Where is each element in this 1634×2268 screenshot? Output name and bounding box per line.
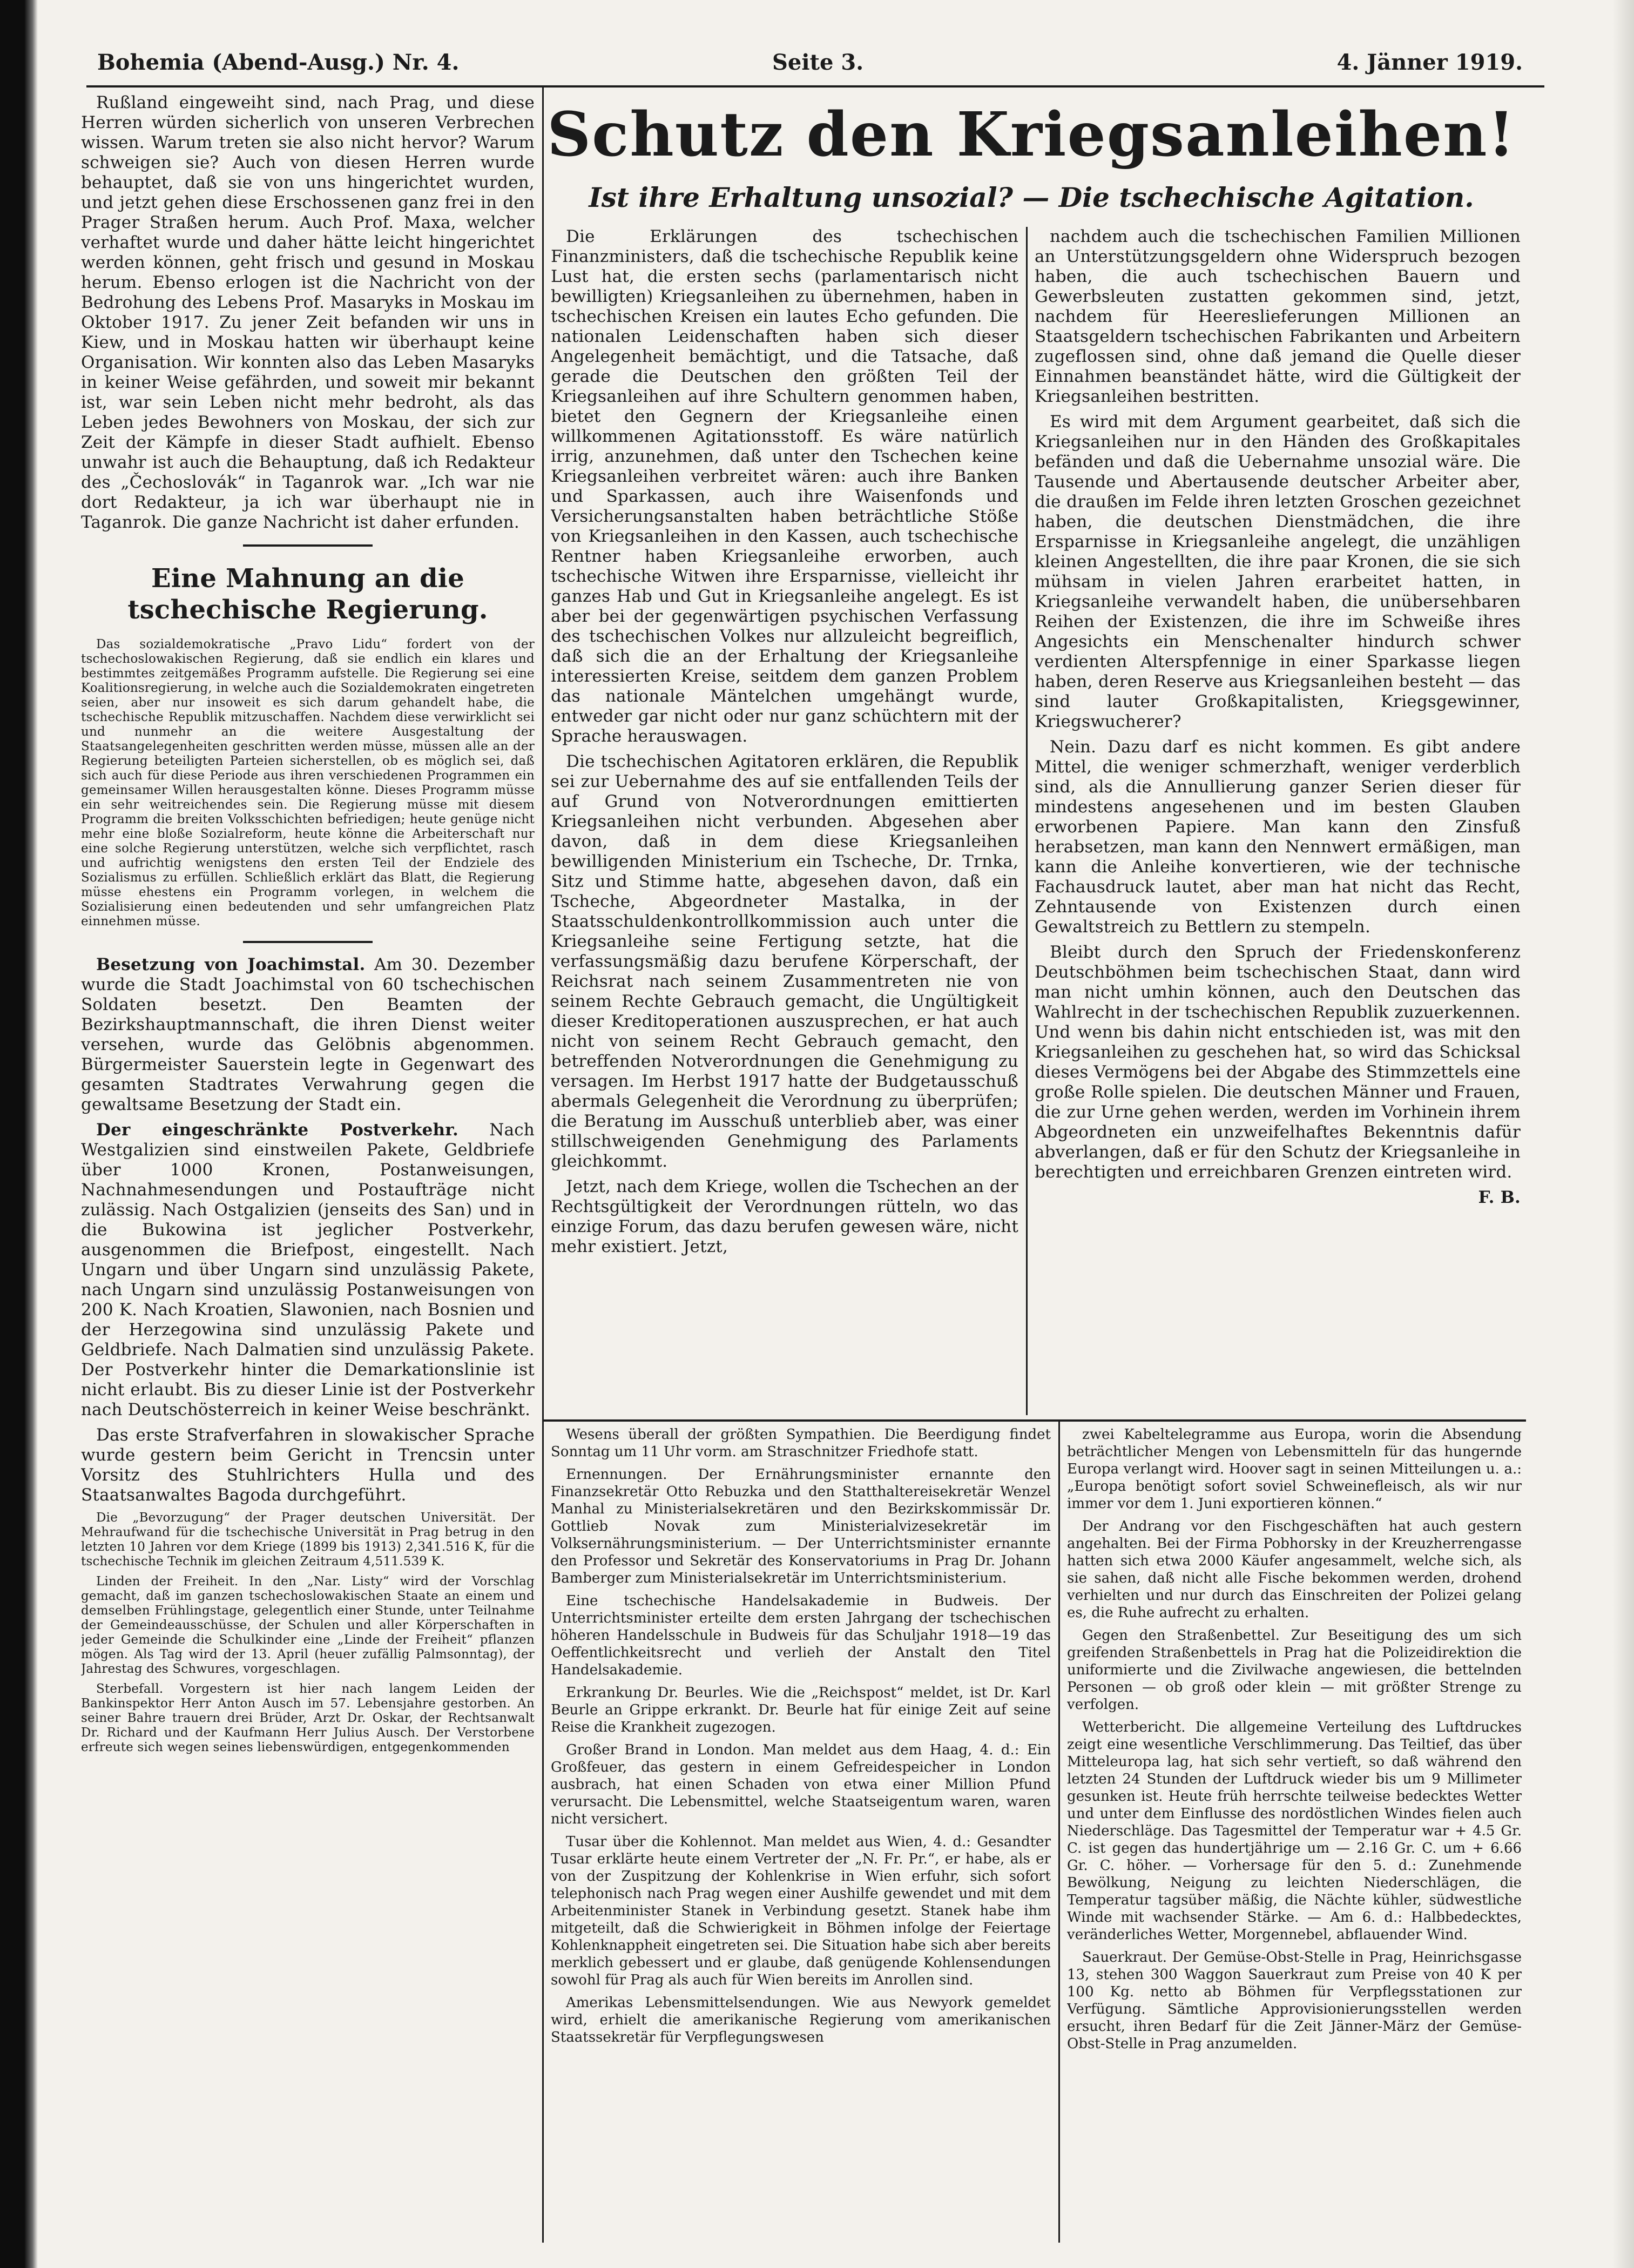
column-divider-lower <box>1058 1422 1060 2243</box>
mahnung-headline: Eine Mahnung an die tschechische Regierung. <box>127 563 488 625</box>
news-item: Gegen den Straßenbettel. Zur Beseitigung des um sich greifenden Straßenbettels in Prag hat die Polizeidirektion die uniformierte und die Zivilwache angewiesen, die bettelnden Personen — ob groß oder klein — mit größter Strenge zu verfolgen. <box>1067 1627 1522 1713</box>
news-item: Erkrankung Dr. Beurles. Wie die „Reichspost“ meldet, ist Dr. Karl Beurle an Grippe erkrankt. Dr. Beurle hat für einige Zeit auf seine Reise die Krankheit zugezogen. <box>551 1685 1051 1735</box>
article-column-1 <box>551 227 1018 1415</box>
news-item: Großer Brand in London. Man meldet aus dem Haag, 4. d.: Ein Großfeuer, das gestern in einem Gefreidespeicher in London ausbrach, hat einen Schaden von etwa einer Million Pfund verursacht. Die Lebensmittel, welche Staatseigentum waren, waren nicht versichert. <box>551 1742 1051 1827</box>
lower-middle-column <box>551 1426 1051 2242</box>
article-paragraph: Nein. Dazu darf es nicht kommen. Es gibt andere Mittel, die weniger schmerzhaft, weniger verderblich sind, als die Annullierung ganzer Serien dieser für mindestens angesehenen und im besten Glauben erworbenen Papiere. Man kann den Zinsfuß herabsetzen, man kann den Nennwert ermäßigen, man kann die Anleihe konvertieren, wie der technische Fachausdruck lautet, aber man hat nicht das Recht, Zehntausende von Existenzen durch einen Gewaltstreich zu Bettlern zu stempeln. <box>1035 737 1521 937</box>
article-paragraph: Bleibt durch den Spruch der Friedenskonferenz Deutschböhmen beim tschechischen Staat, dann wird man nicht umhin können, auch den Deutschen das Wahlrecht in der tschechischen Republik zuzuerkennen. Und wenn bis dahin nicht entschieden ist, was mit den Kriegsanleihen zu geschehen hat, so wird das Schicksal dieses Vermögens bei der Abgabe des Stimmzettels eine große Rolle spielen. Die deutschen Männer und Frauen, die zur Urne gehen werden, werden im Vorhinein ihrem Abgeordneten ein unzweifelhaftes Bekenntnis dafür abverlangen, daß er für den Schutz der Kriegsanleihe in berechtigten und erreichbaren Grenzen eintreten wird. <box>1035 943 1521 1182</box>
news-item: Tusar über die Kohlennot. Man meldet aus Wien, 4. d.: Gesandter Tusar erklärte heute einem Vertreter der „N. Fr. Pr.“, er habe, als er von der Zuspitzung der Kohlenkrise in Wien erfuhr, sich sofort telephonisch nach Prag wegen einer Aushilfe gewendet und mit dem Arbeitenminister Stanek in Verbindung gesetzt. Stanek habe ihm mitgeteilt, daß die Schwierigkeit in Böhmen infolge der Feiertage Kohlenknappheit eingetreten sei. Die Situation habe sich aber bereits merklich gebessert und er glaube, daß genügende Kohlensendungen sowohl für Prag als auch für Wien bereits im Anrollen sind. <box>551 1834 1051 1988</box>
page-header <box>97 50 1523 88</box>
mahnung-text: Das sozialdemokratische „Pravo Lidu“ fordert von der tschechoslowakischen Regierung, daß sie endlich ein klares und bestimmtes zeitgemäßes Programm aufstelle. Die Regierung sei eine Koalitionsregierung, in welche auch die Sozialdemokraten eingetreten seien, aber nur insoweit es sich darum gehandelt habe, die tschechische Republik mitzuschaffen. Nachdem diese verwirklicht sei und nunmehr an die weitere Ausgestaltung der Staatsangelegenheiten geschritten werden müsse, müssen alle an der Regierung beteiligten Parteien sicherstellen, ob es möglich sei, daß sich auch für diese Periode aus ihren verschiedenen Programmen ein gemeinsamer Willen herausgestalten könne. Dieses Programm müsse ein sehr weitreichendes sein. Die Regierung müsse mit diesem Programm die breiten Volksschichten befriedigen; heute genüge nicht mehr eine bloße Sozialreform, heute könne die Arbeiterschaft nur eine solche Regierung unterstützen, welche sich verpflichtet, rasch und aufrichtig wenigstens den ersten Teil der Endziele des Sozialismus zu erfüllen. Schließlich erklärt das Blatt, die Regierung müsse ehestens ein Programm vorlegen, in welchem die Sozialisierung einen bedeutenden und sehr umfangreichen Platz einnehmen müsse. <box>81 637 535 928</box>
article-paragraph: Es wird mit dem Argument gearbeitet, daß sich die Kriegsanleihen nur in den Händen des Großkapitales befänden und daß die Uebernahme unsozial wäre. Die Tausende und Abertausende deutscher Arbeiter aber, die draußen im Felde ihren letzten Groschen gezeichnet haben, die deutschen Dienstmädchen, die ihre Ersparnisse in Kriegsanleihe angelegt, die unzähligen kleinen Angestellten, die ihre paar Kronen, die sie sich mühsam in vielen Jahren erarbeitet hatten, in Kriegsanleihe verwandelt haben, die unübersehbaren Reihen der Existenzen, die ihre im Schweiße ihres Angesichts ein Menschenalter hindurch schwer verdienten Alterspfennige in einer Sparkasse liegen haben, deren Reserve aus Kriegsanleihen besteht — das sind lauter Großkapitalisten, Kriegsgewinner, Kriegswucherer? <box>1035 412 1521 731</box>
article-paragraph: Jetzt, nach dem Kriege, wollen die Tschechen an der Rechtsgültigkeit der Verordnungen rütteln, wo das einzige Forum, das dazu berufen gewesen wäre, nicht mehr existiert. Jetzt, <box>551 1177 1018 1256</box>
news-item: zwei Kabeltelegramme aus Europa, worin die Absendung beträchtlicher Mengen von Lebensmitteln für das hungernde Europa verlangt wird. Hoover sagt in seinen Mitteilungen u. a.: „Europa benötigt sofort soviel Schweinefleisch, als wir nur immer vor dem 1. Juni exportieren können.“ <box>1067 1426 1522 1512</box>
postverkehr-lead: Der eingeschränkte Postverkehr. <box>96 1120 458 1140</box>
divider <box>243 941 373 943</box>
divider <box>243 544 373 547</box>
joachimstal-lead: Besetzung von Joachimstal. <box>96 955 366 974</box>
article-headline: Schutz den Kriegsanleihen! <box>547 99 1516 170</box>
column-divider-main <box>1026 227 1028 1415</box>
article-paragraph: nachdem auch die tschechischen Familien Millionen an Unterstützungsgeldern ohne Widerspruch bezogen haben, die auch tschechischen Bauern und Gewerbsleuten zustatten gekommen sind, jetzt, nachdem für Heereslieferungen Millionen an Staatsgeldern tschechischen Fabrikanten und Arbeitern zugeflossen sind, ohne daß jemand die Quelle dieser Einnahmen beanständet hätte, wird die Gültigkeit der Kriegsanleihen bestritten. <box>1035 227 1521 406</box>
sterbefall-item: Sterbefall. Vorgestern ist hier nach langem Leiden der Bankinspektor Herr Anton Ausch im 57. Lebensjahre gestorben. An seiner Bahre trauern drei Brüder, Arzt Dr. Oskar, der Rechtsanwalt Dr. Richard und der Kaufmann Herr Julius Ausch. Der Verstorbene erfreute sich wegen seines liebenswürdigen, entgegenkommenden <box>81 1682 535 1754</box>
news-item: Der Andrang vor den Fischgeschäften hat auch gestern angehalten. Bei der Firma Pobhorsky in der Kreuzherrengasse hatten sich etwa 2000 Käufer angesammelt, welche sich, als sie sahen, daß nicht alle Fische bekommen werden, drohend verhielten und nur durch das Einschreiten der Polizei gelang es, die Ruhe aufrecht zu erhalten. <box>1067 1518 1522 1621</box>
linden-item: Linden der Freiheit. In den „Nar. Listy“ wird der Vorschlag gemacht, daß im ganzen tschechoslowakischen Staate an einem und demselben Frühlingstage, gelegentlich einer Stunde, unter Teilnahme der Gemeindeausschüsse, der Schulen und aller Körperschaften in jeder Gemeinde die Schulkinder eine „Linde der Freiheit“ pflanzen mögen. Als Tag wird der 13. April (heuer zufällig Palmsonntag), der Jahrestag des Schwures, vorgeschlagen. <box>81 1574 535 1676</box>
news-item: Wetterbericht. Die allgemeine Verteilung des Luftdruckes zeigt eine wesentliche Verschlimmerung. Das Teiltief, das über Mitteleuropa lag, hat sich sehr vertieft, so daß während den letzten 24 Stunden der Luftdruck wieder bis um 9 Millimeter gesunken ist. Heute früh herrschte teilweise bedecktes Wetter und unter dem Einflusse des nordöstlichen Windes fielen auch Niederschläge. Das Tagesmittel der Temperatur war + 4.5 Gr. C. ist gegen das hundertjährige um — 2.16 Gr. C. um + 6.66 Gr. C. höher. — Vorhersage für den 5. d.: Zunehmende Bewölkung, Neigung zu leichten Niederschlägen, die Temperatur tagsüber mäßig, die Nächte kühler, südwestliche Winde mit wachsender Stärke. — Am 6. d.: Halbbedecktes, veränderliches Wetter, Morgennebel, abflauender Wind. <box>1067 1719 1522 1943</box>
news-item: Wesens überall der größten Sympathien. Die Beerdigung findet Sonntag um 11 Uhr vorm. am Straschnitzer Friedhofe statt. <box>551 1426 1051 1460</box>
news-item: Amerikas Lebensmittelsendungen. Wie aus Newyork gemeldet wird, erhielt die amerikanische Regierung vom amerikanischen Staatssekretär für Verpflegungswesen <box>551 1995 1051 2045</box>
news-item: Ernennungen. Der Ernährungsminister ernannte den Finanzsekretär Otto Rebuzka und den Statthaltereisekretär Wenzel Manhal zu Ministerialsekretären und den Bezirkskommissär Dr. Gottlieb Novak zum Ministerialvizesekretär im Volksernährungsministerium. — Der Unterrichtsminister ernannte den Professor und Sekretär des Konservatoriums in Prag Dr. Johann Bamberger zum Ministerialsekretär im Unterrichtsministerium. <box>551 1466 1051 1586</box>
lower-right-column <box>1067 1426 1522 2242</box>
news-item: Sauerkraut. Der Gemüse-Obst-Stelle in Prag, Heinrichsgasse 13, stehen 300 Waggon Sauerkraut zum Preise von 40 K per 100 Kg. netto ab Böhmen für Verpflegsstationen zur Verfügung. Sämtliche Approvisionierungsstellen werden ersucht, ihren Bedarf für die Zeit Jänner-März der Gemüse-Obst-Stelle in Prag anzumelden. <box>1067 1949 1522 2052</box>
intro-paragraph: Rußland eingeweiht sind, nach Prag, und diese Herren würden sicherlich von unseren Verbrechen wissen. Warum treten sie also nicht hervor? Warum schweigen sie? Auch von diesen Herren wurde behauptet, daß sie von uns hingerichtet wurden, und jetzt gehen diese Erschossenen ganz frei in den Prager Straßen herum. Auch Prof. Maxa, welcher verhaftet wurde und daher hätte leicht hingerichtet werden können, geht frisch und gesund in Moskau herum. Ebenso erlogen ist die Nachricht von der Bedrohung des Lebens Prof. Masaryks in Moskau im Oktober 1917. Zu jener Zeit befanden wir uns in Kiew, und in Moskau hatten wir überhaupt keine Organisation. Wir konnten also das Leben Masaryks in keiner Weise gefährden, und soweit mir bekannt ist, war sein Leben nicht mehr bedroht, als das Leben jedes Bewohners von Moskau, der sich zur Zeit der Kämpfe in dieser Stadt aufhielt. Ebenso unwahr ist auch die Behauptung, daß ich Redakteur des „Čechoslovák“ in Taganrok war. „Ich war nie dort Redakteur, ja ich war überhaupt nie in Taganrok. Die ganze Nachricht ist daher erfunden. <box>81 93 535 532</box>
joachimstal-item <box>81 955 535 1115</box>
scan-edge-right <box>1612 0 1634 2268</box>
header-publication: Bohemia (Abend-Ausg.) Nr. 4. <box>97 50 460 75</box>
article-subheadline: Ist ihre Erhaltung unsozial? — Die tschechische Agitation. <box>589 181 1474 213</box>
left-column <box>81 93 535 2248</box>
scan-edge-left <box>0 0 38 2268</box>
article-column-2 <box>1035 227 1521 1415</box>
header-rule <box>86 85 1544 88</box>
column-divider-left <box>542 88 544 2243</box>
article-paragraph: Die tschechischen Agitatoren erklären, die Republik sei zur Uebernahme des auf sie entfallenden Teils der auf Grund von Notverordnungen emittierten Kriegsanleihen nicht verbunden. Abgesehen aber davon, daß in dem diese Kriegsanleihen bewilligenden Ministerium ein Tscheche, Dr. Trnka, Sitz und Stimme hatte, abgesehen davon, daß ein Tscheche, Abgeordneter Mastalka, in der Staatsschuldenkontrollkommission auch unter die Kriegsanleihe seine Fertigung setzte, hat die verfassungsmäßig dazu berufene Körperschaft, der Reichsrat nach seinem Zusammentreten nie von seinem Rechte Gebrauch gemacht, die Ungültigkeit dieser Kreditoperationen auszusprechen, er hat auch nicht von seinem Recht Gebrauch gemacht, den betreffenden Notverordnungen die Genehmigung zu versagen. Im Herbst 1917 hatte der Budgetausschuß abermals Gelegenheit die Verordnung zu überprüfen; die Beratung im Ausschuß unterblieb aber, was einer stillschweigenden Genehmigung des Parlaments gleichkommt. <box>551 752 1018 1171</box>
postverkehr-item <box>81 1120 535 1420</box>
article-paragraph: Die Erklärungen des tschechischen Finanzministers, daß die tschechische Republik keine Lust hat, die ersten sechs (parlamentarisch nicht bewilligten) Kriegsanleihen zu übernehmen, haben in tschechischen Kreisen ein lautes Echo gefunden. Die nationalen Leidenschaften haben sich dieser Angelegenheit bemächtigt, und die Tatsache, daß gerade die Deutschen den größten Teil der Kriegsanleihen auf ihre Schultern genommen haben, bietet den Gegnern der Kriegsanleihe einen willkommenen Agitationsstoff. Es wäre natürlich irrig, anzunehmen, daß unter den Tschechen keine Kriegsanleihen verbreitet wären: auch ihre Banken und Sparkassen, auch ihre Waisenfonds und Versicherungsanstalten haben beträchtliche Stöße von Kriegsanleihen in den Kassen, auch tschechische Rentner haben Kriegsanleihe erworben, auch tschechische Witwen ihre Ersparnisse, vielleicht ihr ganzes Hab und Gut in Kriegsanleihe angelegt. Es ist aber bei der gegenwärtigen psychischen Verfassung des tschechischen Volkes nur allzuleicht begreiflich, daß sich die an der Erhaltung der Kriegsanleihe interessierten Kreise, seitdem dem ganzen Problem das nationale Mäntelchen umgehängt wurde, entweder gar nicht oder nur ganz schüchtern mit der Sprache herauswagen. <box>551 227 1018 746</box>
strafverfahren-item: Das erste Strafverfahren in slowakischer Sprache wurde gestern beim Gericht in Trencsin unter Vorsitz des Stuhlrichters Hulla und des Staatsanwaltes Bagoda durchgeführt. <box>81 1425 535 1505</box>
universitaet-item: Die „Bevorzugung“ der Prager deutschen Universität. Der Mehraufwand für die tschechische Universität in Prag betrug in den letzten 10 Jahren vor dem Kriege (1899 bis 1913) 2,341.516 K, für die tschechische Technik im gleichen Zeitraum 4,511.539 K. <box>81 1511 535 1569</box>
article-signature: F. B. <box>1478 1188 1521 1207</box>
lower-section-rule <box>543 1419 1526 1422</box>
header-date: 4. Jänner 1919. <box>1336 50 1523 75</box>
news-item: Eine tschechische Handelsakademie in Budweis. Der Unterrichtsminister erteilte dem ersten Jahrgang der tschechischen höheren Handelsschule in Budweis für das Schuljahr 1918—19 das Oeffentlichkeitsrecht und verlieh der Anstalt den Titel Handelsakademie. <box>551 1593 1051 1678</box>
postverkehr-text: Nach Westgalizien sind einstweilen Pakete, Geldbriefe über 1000 Kronen, Postanweisungen, Nachnahmesendungen und Postaufträge nicht zulässig. Nach Ostgalizien (jenseits des San) und in die Bukowina ist jeglicher Postverkehr, ausgenommen die Briefpost, eingestellt. Nach Ungarn und über Ungarn sind unzulässig Pakete, nach Ungarn sind unzulässig Postanweisungen von 200 K. Nach Kroatien, Slawonien, nach Bosnien und der Herzegowina sind unzulässig Pakete und Geldbriefe. Nach Dalmatien sind unzulässig Pakete. Der Postverkehr hinter die Demarkationslinie ist nicht erlaubt. Bis zu dieser Linie ist der Postverkehr nach Deutschösterreich in keiner Weise beschränkt. <box>81 1120 535 1419</box>
header-page-number: Seite 3. <box>772 50 864 75</box>
joachimstal-text: Am 30. Dezember wurde die Stadt Joachimstal von 60 tschechischen Soldaten besetzt. Den Beamten der Bezirkshauptmannschaft, die ihren Dienst weiter versehen, wurde das Gelöbnis abgenommen. Bürgermeister Sauerstein legte in Gegenwart des gesamten Stadtrates Verwahrung gegen die gewaltsame Besetzung der Stadt ein. <box>81 955 535 1114</box>
